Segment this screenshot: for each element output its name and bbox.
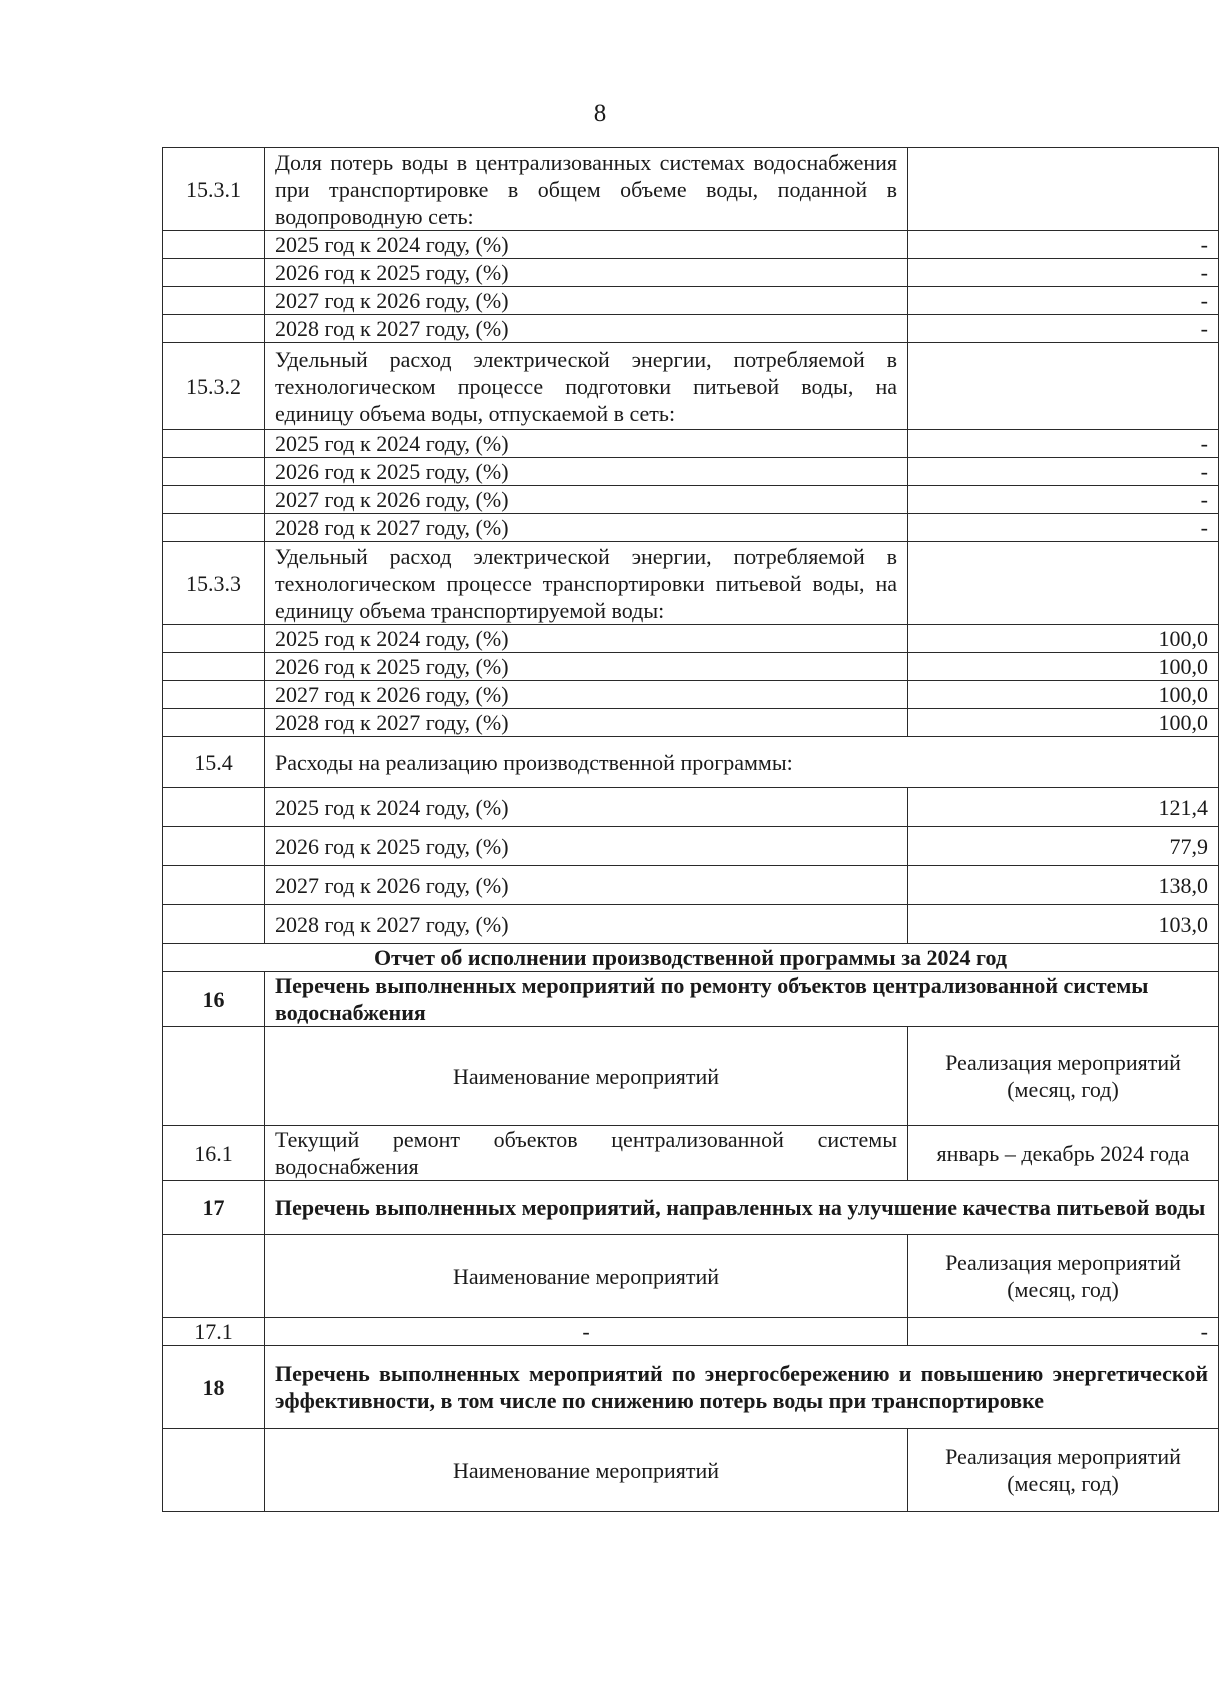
row-description: -	[265, 1318, 908, 1346]
table-row-17	[163, 1181, 1219, 1235]
year-value: -	[908, 231, 1219, 259]
year-label: 2027 год к 2026 году, (%)	[265, 866, 908, 905]
year-label: 2027 год к 2026 году, (%)	[265, 287, 908, 315]
year-label: 2028 год к 2027 году, (%)	[265, 315, 908, 343]
row-number: 15.3.2	[163, 343, 265, 430]
section-heading: Перечень выполненных мероприятий, направленных на улучшение качества питьевой воды	[265, 1181, 1219, 1235]
table-row-year	[163, 430, 1219, 458]
year-label: 2027 год к 2026 году, (%)	[265, 486, 908, 514]
year-label: 2028 год к 2027 году, (%)	[265, 905, 908, 944]
row-description: Удельный расход электрической энергии, потребляемой в технологическом процессе транспортировки питьевой воды, на единицу объема транспортируемой воды:	[265, 542, 908, 625]
row-value	[908, 343, 1219, 430]
row-number: 17.1	[163, 1318, 265, 1346]
year-label: 2025 год к 2024 году, (%)	[265, 231, 908, 259]
row-number: 15.3.1	[163, 148, 265, 231]
year-label: 2026 год к 2025 году, (%)	[265, 653, 908, 681]
table-row-year	[163, 788, 1219, 827]
year-value: -	[908, 259, 1219, 287]
table-row-year	[163, 287, 1219, 315]
year-label: 2025 год к 2024 году, (%)	[265, 625, 908, 653]
row-number: 15.4	[163, 737, 265, 788]
table-row-year	[163, 486, 1219, 514]
row-description: Удельный расход электрической энергии, потребляемой в технологическом процессе подготовки питьевой воды, на единицу объема воды, отпускаемой в сеть:	[265, 343, 908, 430]
column-header-name: Наименование мероприятий	[265, 1235, 908, 1318]
section-number: 16	[163, 972, 265, 1027]
row-value: январь – декабрь 2024 года	[908, 1126, 1219, 1181]
year-value: 77,9	[908, 827, 1219, 866]
year-value: 100,0	[908, 653, 1219, 681]
table-row-year	[163, 681, 1219, 709]
year-value: -	[908, 486, 1219, 514]
year-label: 2025 год к 2024 году, (%)	[265, 430, 908, 458]
report-title-row	[163, 944, 1219, 972]
year-value: 100,0	[908, 625, 1219, 653]
year-label: 2026 год к 2025 году, (%)	[265, 827, 908, 866]
table-row-year	[163, 458, 1219, 486]
table-row-year	[163, 827, 1219, 866]
year-label: 2028 год к 2027 году, (%)	[265, 514, 908, 542]
table-row-18	[163, 1346, 1219, 1429]
section-heading: Перечень выполненных мероприятий по энергосбережению и повышению энергетической эффективности, в том числе по снижению потерь воды при транспортировке	[265, 1346, 1219, 1429]
year-value: -	[908, 514, 1219, 542]
table-row-year	[163, 625, 1219, 653]
year-label: 2025 год к 2024 году, (%)	[265, 788, 908, 827]
row-value: -	[908, 1318, 1219, 1346]
year-label: 2026 год к 2025 году, (%)	[265, 458, 908, 486]
table-row-year	[163, 905, 1219, 944]
row-value	[908, 542, 1219, 625]
year-label: 2028 год к 2027 году, (%)	[265, 709, 908, 737]
row-value	[908, 148, 1219, 231]
table-row-year	[163, 653, 1219, 681]
year-value: -	[908, 458, 1219, 486]
section-heading: Перечень выполненных мероприятий по ремонту объектов централизованной системы водоснабжения	[265, 972, 1219, 1027]
table-row-15-3-3	[163, 542, 1219, 625]
section-number: 18	[163, 1346, 265, 1429]
year-value: -	[908, 430, 1219, 458]
row-description: Текущий ремонт объектов централизованной системы водоснабжения	[265, 1126, 908, 1181]
table-header-row	[163, 1429, 1219, 1512]
year-label: 2026 год к 2025 году, (%)	[265, 259, 908, 287]
table-row-17-1	[163, 1318, 1219, 1346]
table-row-year	[163, 866, 1219, 905]
year-value: 100,0	[908, 709, 1219, 737]
year-value: 100,0	[908, 681, 1219, 709]
table-header-row	[163, 1235, 1219, 1318]
year-value: 103,0	[908, 905, 1219, 944]
year-value: -	[908, 315, 1219, 343]
column-header-implementation: Реализация мероприятий (месяц, год)	[908, 1235, 1219, 1318]
row-number: 16.1	[163, 1126, 265, 1181]
row-description: Расходы на реализацию производственной программы:	[265, 737, 1219, 788]
section-number: 17	[163, 1181, 265, 1235]
column-header-name: Наименование мероприятий	[265, 1429, 908, 1512]
table-row-year	[163, 231, 1219, 259]
table-header-row	[163, 1027, 1219, 1126]
table-row-16-1	[163, 1126, 1219, 1181]
year-value: 121,4	[908, 788, 1219, 827]
row-description: Доля потерь воды в централизованных системах водоснабжения при транспортировке в общем объеме воды, поданной в водопроводную сеть:	[265, 148, 908, 231]
program-table	[162, 147, 1219, 1512]
column-header-implementation: Реализация мероприятий (месяц, год)	[908, 1429, 1219, 1512]
table-row-15-4	[163, 737, 1219, 788]
table-row-year	[163, 514, 1219, 542]
table-row-year	[163, 709, 1219, 737]
table-row-15-3-1	[163, 148, 1219, 231]
row-number: 15.3.3	[163, 542, 265, 625]
report-title: Отчет об исполнении производственной программы за 2024 год	[163, 944, 1219, 972]
table-row-year	[163, 259, 1219, 287]
table-row-15-3-2	[163, 343, 1219, 430]
year-label: 2027 год к 2026 году, (%)	[265, 681, 908, 709]
table-row-year	[163, 315, 1219, 343]
year-value: 138,0	[908, 866, 1219, 905]
page-number: 8	[593, 100, 607, 127]
table-row-16	[163, 972, 1219, 1027]
year-value: -	[908, 287, 1219, 315]
column-header-name: Наименование мероприятий	[265, 1027, 908, 1126]
column-header-implementation: Реализация мероприятий (месяц, год)	[908, 1027, 1219, 1126]
